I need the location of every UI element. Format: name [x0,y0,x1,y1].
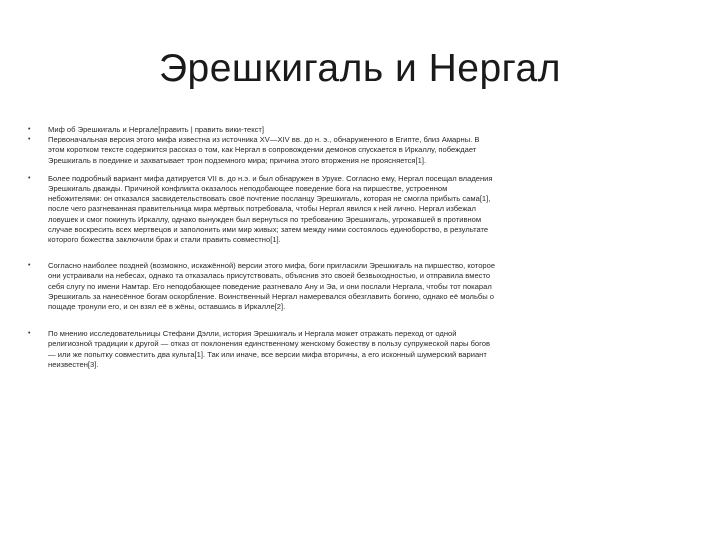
bullet-text: Миф об Эрешкигаль и Нергале[править | править вики-текст] [48,125,264,134]
bullet-item [28,174,498,245]
bullet-item [28,125,498,135]
slide-title: Эрешкигаль и Нергал [159,47,561,90]
bullet-text: Первоначальная версия этого мифа известна из источника XV—XIV вв. до н. э., обнаруженного в Египте, близ Амарны. В этом коротком тексте содержится рассказ о том, как Нергал в сопровождении демонов спускается в Иркаллу, побеждает Эрешкигаль в поединке и захватывает трон подземного мира; причина этого вторжения не проясняется[1]. [48,135,480,165]
bullet-icon: • [28,330,31,338]
bullet-item [28,261,498,312]
bullet-item [28,329,498,370]
bullet-text: Согласно наиболее поздней (возможно, искажённой) версии этого мифа, боги пригласили Эрешкигаль на пиршество, которое они устраивали на небесах, однако та отказалась присутствовать, объяснив это своей безвыходностью, и отправила вместо себя слугу по имени Намтар. Его неподобающее поведение разгневало Ану и Эа, и они послали Нергала, чтобы тот покарал Эрешкигаль за нанесённое богам оскорбление. Воинственный Нергал намеревался обезглавить богиню, однако её мольбы о пощаде тронули его, и он взял её в жёны, оставшись в Иркалле[2]. [48,261,496,312]
bullet-text: По мнению исследовательницы Стефани Дэлли, история Эрешкигаль и Нергала может отражать переход от одной религиозной традиции к другой — отказ от поклонения единственному женскому божеству в пользу супружеской пары богов — или же попытку совместить два культа[1]. Так или иначе, все версии мифа вторичны, а его исконный шумерский вариант неизвестен[3]. [48,329,490,369]
bullet-text: Более подробный вариант мифа датируется VII в. до н.э. и был обнаружен в Уруке. Согласно ему, Нергал посещал владения Эрешкигаль дважды. Причиной конфликта оказалось неподобающее поведение бога на пиршестве, устроенном небожителями: он отказался засвидетельствовать своё почтение посланцу Эрешкигаль, которая не смогла прибыть сама[1], после чего разгневанная правительница мира мёртвых потребовала, чтобы Нергал явился к ней лично. Нергал избежал ловушек и смог покинуть Иркаллу, однако вынужден был вернуться по требованию Эрешкигаль, угрожавшей в противном случае воскресить всех мертвецов и заполонить ими мир живых; затем между ними состоялось единоборство, в результате которого божества заключили брак и стали править совместно[1]. [48,173,493,245]
bullet-item [28,135,498,166]
bullet-icon: • [28,174,31,182]
bullet-list [28,125,498,370]
bullet-icon: • [28,126,31,133]
bullet-icon: • [28,136,31,144]
bullet-icon: • [28,262,31,270]
